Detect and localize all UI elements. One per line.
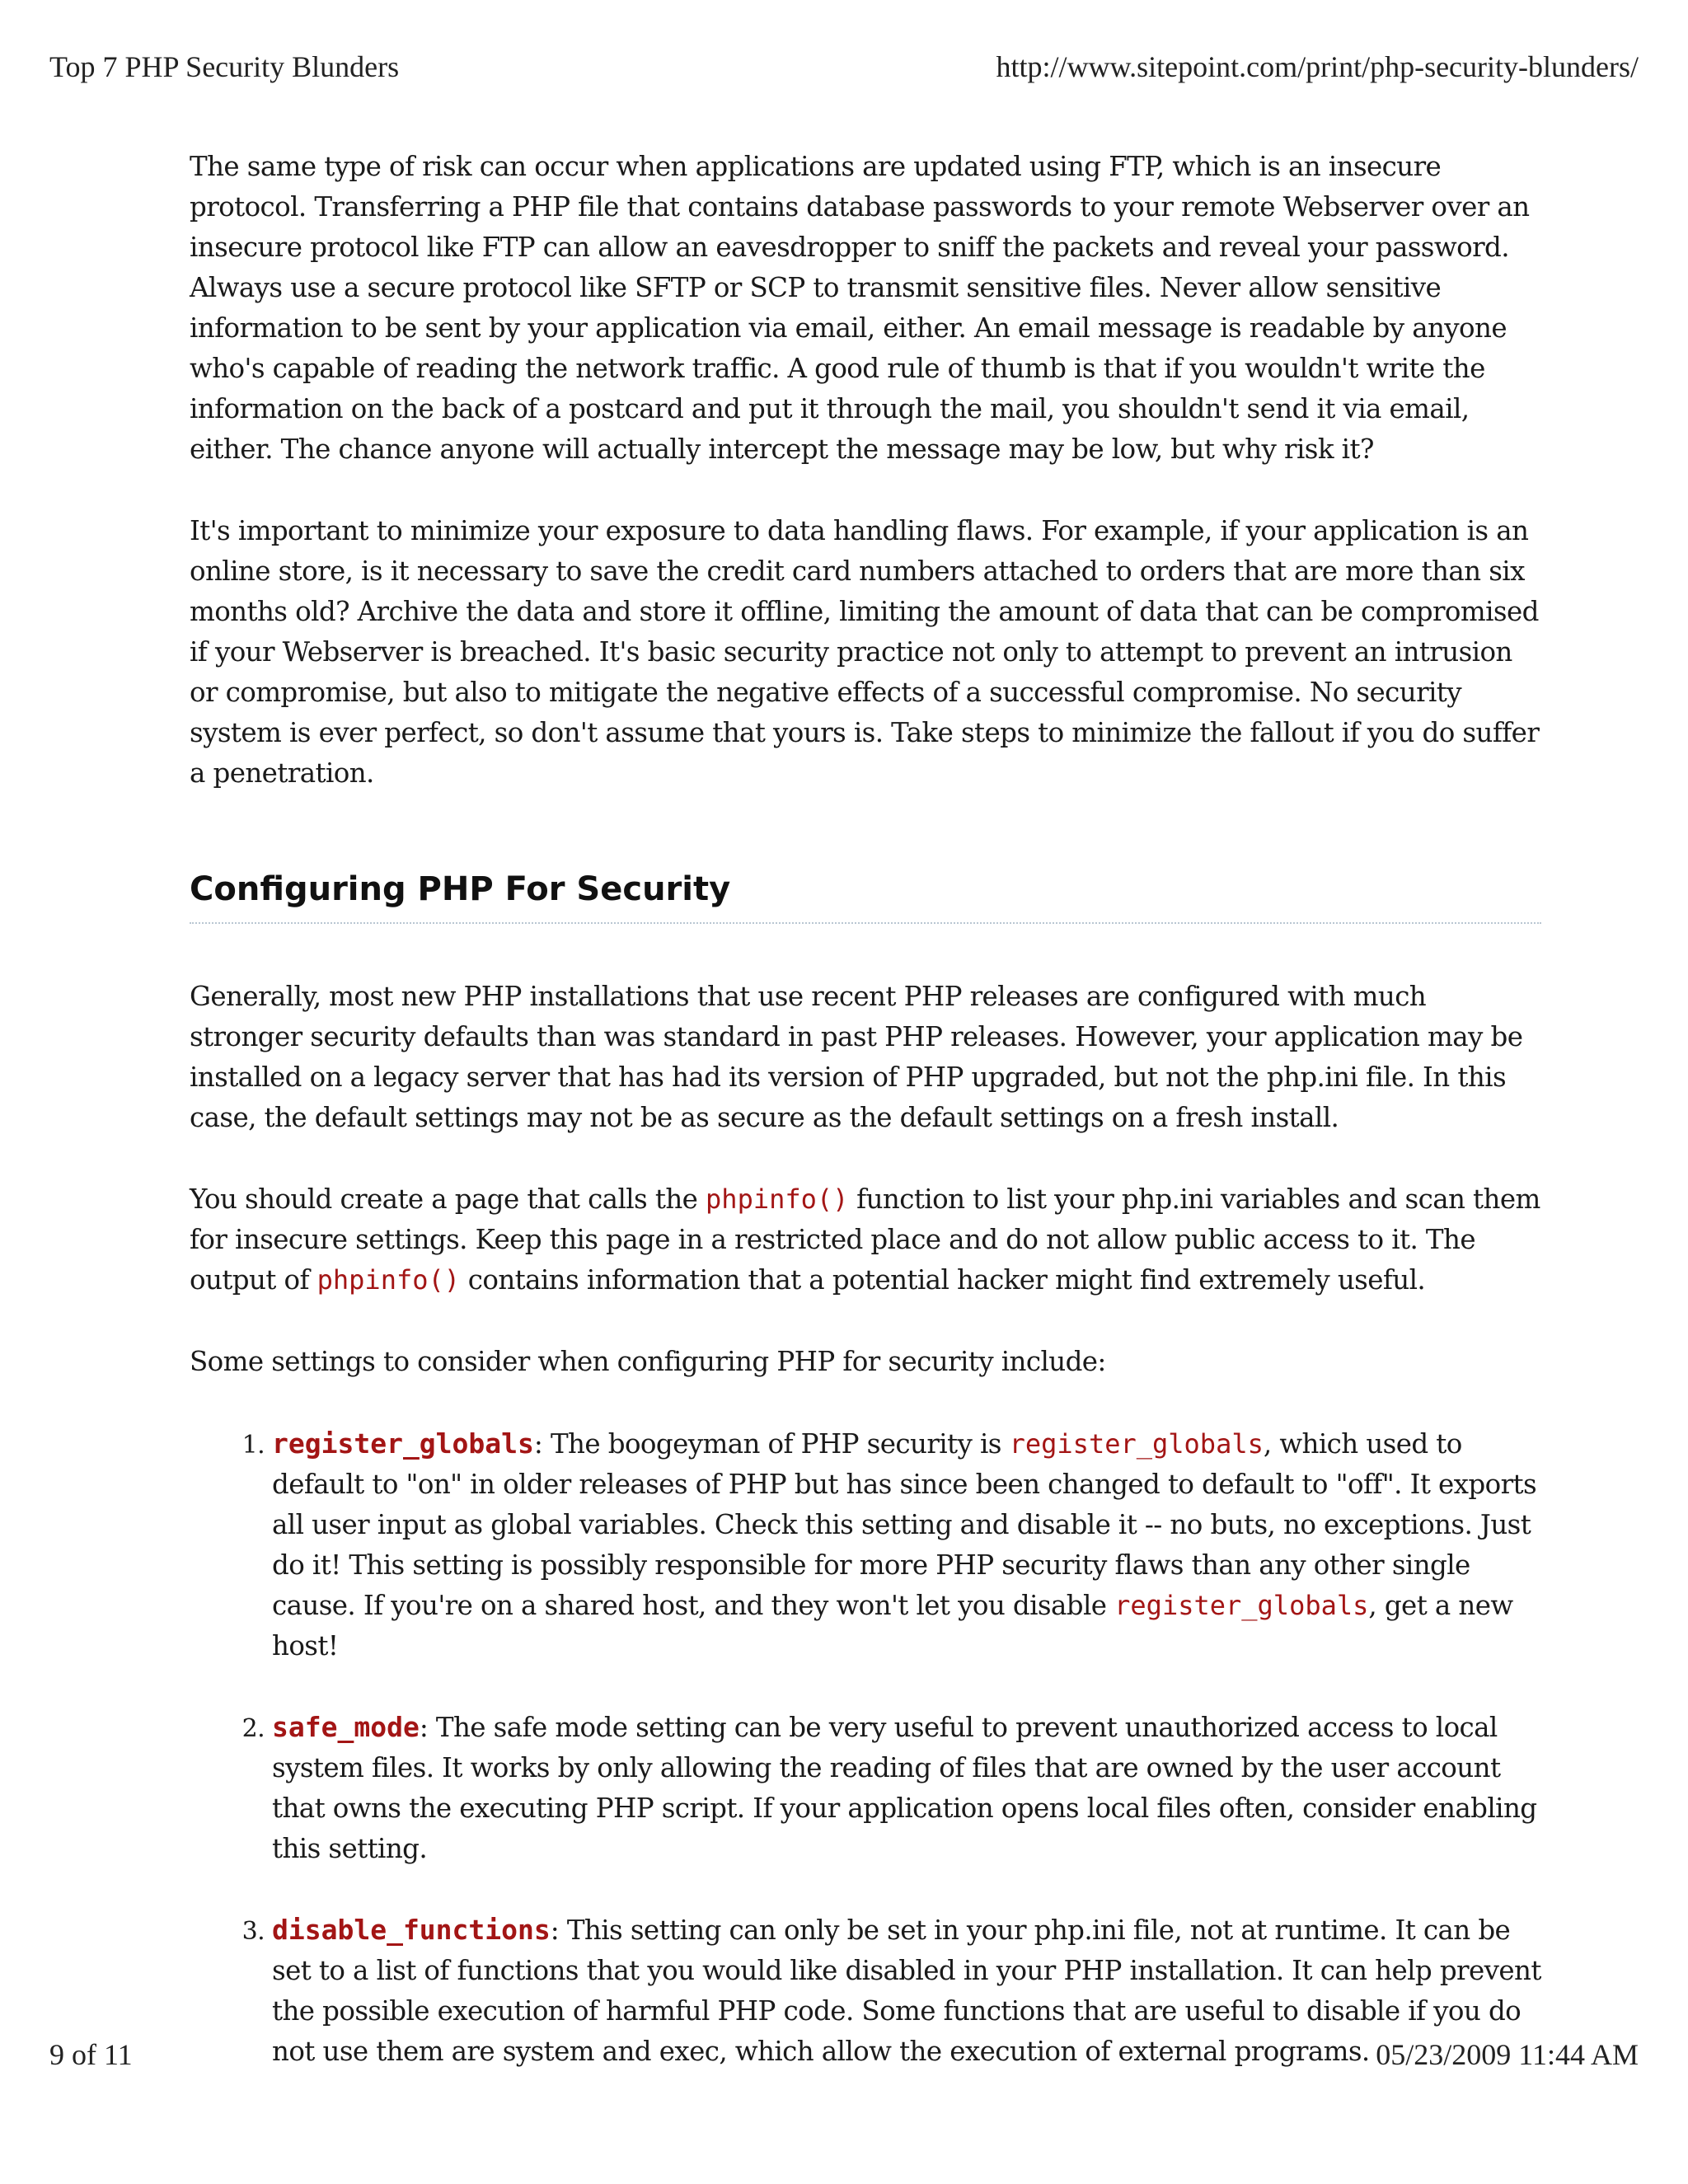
page-number: 9 of 11 [49,2038,133,2071]
code-phpinfo: phpinfo() [706,1183,849,1215]
code-register-globals: register_globals [1114,1590,1369,1621]
paragraph-ftp-risk: The same type of risk can occur when applications are updated using FTP, which is an insecure protocol. Transferring a PHP file that contains database passwords to your remote Webserver over an insecure protocol like FTP can allow an eavesdropper to sniff the packets and reveal your password. Always use a secure protocol like SFTP or SCP to transmit sensitive files. Never allow sensitive information to be sent by your application via email, either. An email message is readable by anyone who's capable of reading the network traffic. A good rule of thumb is that if you wouldn't write the information on the back of a postcard and put it through the mail, you shouldn't send it via email, either. The chance anyone will actually intercept the message may be low, but why risk it? [190,151,1530,465]
page-title: Top 7 PHP Security Blunders [49,50,400,83]
paragraph-phpinfo: You should create a page that calls the phpinfo() function to list your php.ini variables and scan them for insecure settings. Keep this page in a restricted place and do not allow public access to it. The output of phpinfo() contains information that a potential hacker might find extremely useful. [190,1183,1540,1296]
article-content [190,147,1541,2112]
paragraph-settings-intro: Some settings to consider when configuring PHP for security include: [190,1346,1106,1377]
list-item: 2. safe_mode: The safe mode setting can be very useful to prevent unauthorized access to local system files. It works by only allowing the reading of files that are owned by the user account that owns the executing PHP script. If your application opens local files often, consider enabling this setting. [272,1707,1541,1869]
print-header [49,49,1639,84]
setting-term: register_globals [272,1427,534,1460]
list-item: 3. disable_functions: This setting can only be set in your php.ini file, not at runtime. It can be set to a list of functions that you would like disabled in your PHP installation. It can help prevent the possible execution of harmful PHP code. Some functions that are useful to disable if you do not use them are system and exec, which allow the execution of external programs. [272,1910,1541,2072]
paragraph-minimize-exposure: It's important to minimize your exposure to data handling flaws. For example, if your application is an online store, is it necessary to save the credit card numbers attached to orders that are more than six months old? Archive the data and store it offline, limiting the amount of data that can be compromised if your Webserver is breached. It's basic security practice not only to attempt to prevent an intrusion or compromise, but also to mitigate the negative effects of a successful compromise. No security system is ever perfect, so don't assume that yours is. Take steps to minimize the fallout if you do suffer a penetration. [190,515,1540,789]
list-item: 1. register_globals: The boogeyman of PHP security is register_globals, which used to default to "on" in older releases of PHP but has since been changed to default to "off". It exports all user input as global variables. Check this setting and disable it -- no buts, no exceptions. Just do it! This setting is possibly responsible for more PHP security flaws than any other single cause. If you're on a shared host, and they won't let you disable register_globals, get a new host! [272,1423,1541,1666]
page-url: http://www.sitepoint.com/print/php-security-blunders/ [996,50,1639,83]
setting-term: disable_functions [272,1914,551,1946]
code-register-globals: register_globals [1009,1428,1264,1460]
paragraph-intro: Generally, most new PHP installations that use recent PHP releases are configured with much stronger security defaults than was standard in past PHP releases. However, your application may be installed on a legacy server that has had its version of PHP upgraded, but not the php.ini file. In this case, the default settings may not be as secure as the default settings on a fresh install. [190,981,1523,1133]
settings-list [190,1423,1541,2072]
print-datetime: 05/23/2009 11:44 AM [1376,2038,1639,2071]
section-heading: Configuring PHP For Security [190,870,731,908]
setting-term: safe_mode [272,1711,420,1743]
print-footer [49,2037,1639,2072]
heading-divider [190,922,1541,924]
code-phpinfo: phpinfo() [316,1264,461,1296]
